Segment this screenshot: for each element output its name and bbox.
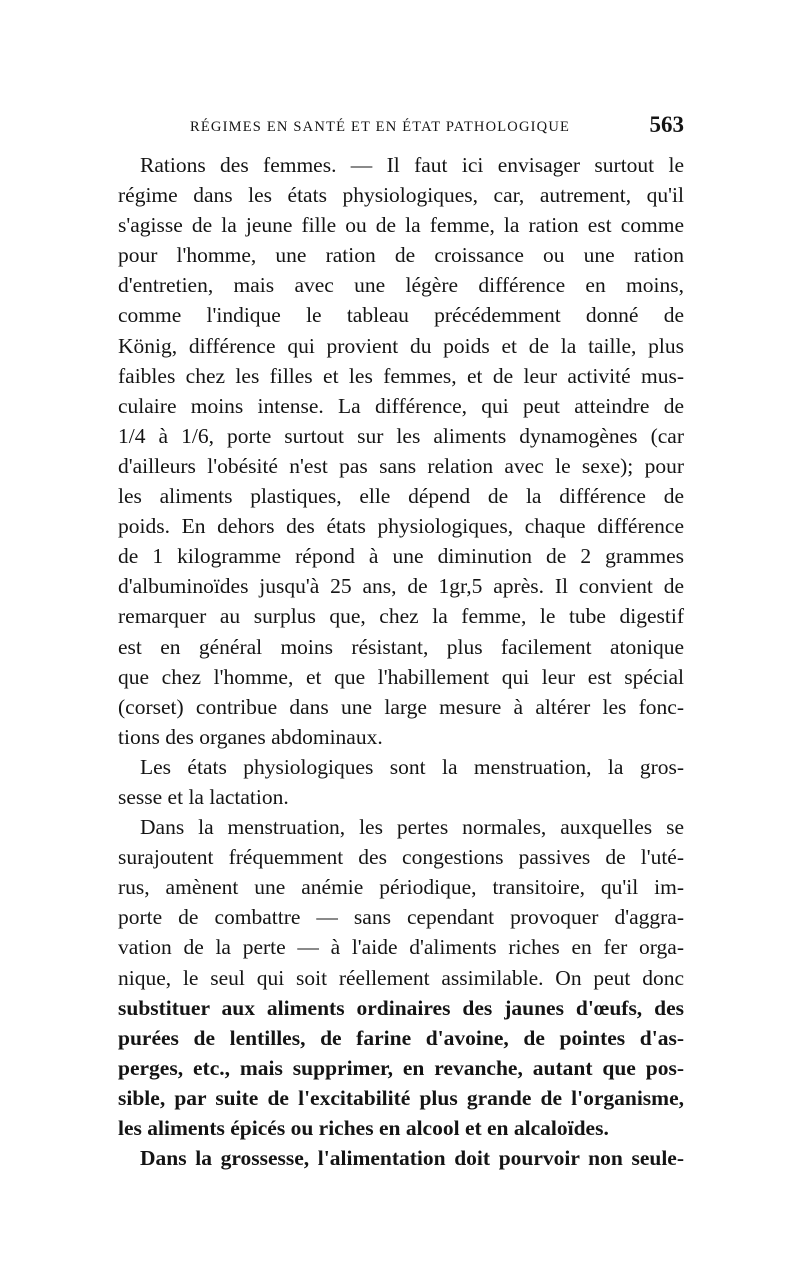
text-line: les aliments épicés ou riches en alcool et en alcaloïdes. [118, 1116, 609, 1140]
text-line: pour l'homme, une ration de croissance ou une ration [118, 243, 684, 268]
text-line: s'agisse de la jeune fille ou de la femme, la ration est comme [118, 213, 684, 238]
text-line: régime dans les états physiologiques, car, autrement, qu'il [118, 183, 684, 208]
text-line: faibles chez les filles et les femmes, et de leur activité mus- [118, 363, 684, 388]
text-line: est en général moins résistant, plus facilement atonique [118, 634, 684, 659]
text-line: les aliments plastiques, elle dépend de la différence de [118, 484, 684, 509]
text-line: Les états physiologiques sont la menstruation, la gros- [140, 754, 684, 779]
text-line: purées de lentilles, de farine d'avoine, de pointes d'as- [118, 1025, 684, 1050]
text-line: tions des organes abdominaux. [118, 724, 383, 749]
text-line: König, différence qui provient du poids et de la taille, plus [118, 333, 684, 358]
body-text [118, 150, 684, 1173]
running-head [118, 112, 684, 142]
text-line: rus, amènent une anémie périodique, transitoire, qu'il im- [118, 875, 684, 900]
text-line: remarquer au surplus que, chez la femme, le tube digestif [118, 604, 684, 629]
text-line: poids. En dehors des états physiologiques, chaque différence [118, 514, 684, 539]
text-line: substituer aux aliments ordinaires des jaunes d'œufs, des [118, 995, 684, 1020]
text-line: culaire moins intense. La différence, qui peut atteindre de [118, 393, 684, 418]
text-line: sible, par suite de l'excitabilité plus grande de l'organisme, [118, 1085, 684, 1110]
text-line: surajoutent fréquemment des congestions passives de l'uté- [118, 845, 684, 870]
page-number: 563 [649, 112, 684, 137]
text-line: sesse et la lactation. [118, 784, 289, 809]
text-line: nique, le seul qui soit réellement assimilable. On peut donc [118, 965, 684, 990]
text-line: porte de combattre — sans cependant provoquer d'aggra- [118, 905, 684, 930]
text-line: vation de la perte — à l'aide d'aliments riches en fer orga- [118, 935, 684, 960]
running-title: RÉGIMES EN SANTÉ ET EN ÉTAT PATHOLOGIQUE [190, 119, 571, 135]
text-line: que chez l'homme, et que l'habillement qui leur est spécial [118, 664, 684, 689]
text-line: d'entretien, mais avec une légère différence en moins, [118, 273, 684, 298]
text-line: comme l'indique le tableau précédemment donné de [118, 303, 684, 328]
text-line: Rations des femmes. — Il faut ici envisager surtout le [140, 153, 684, 177]
text-line: d'albuminoïdes jusqu'à 25 ans, de 1gr,5 après. Il convient de [118, 574, 684, 599]
text-line: de 1 kilogramme répond à une diminution de 2 grammes [118, 544, 684, 569]
text-line: Dans la menstruation, les pertes normales, auxquelles se [140, 815, 684, 840]
text-line: d'ailleurs l'obésité n'est pas sans relation avec le sexe); pour [118, 453, 684, 478]
text-line: (corset) contribue dans une large mesure à altérer les fonc- [118, 694, 684, 719]
text-line: 1/4 à 1/6, porte surtout sur les aliments dynamogènes (car [118, 423, 684, 448]
text-line: perges, etc., mais supprimer, en revanche, autant que pos- [118, 1055, 684, 1080]
text-line: Dans la grossesse, l'alimentation doit pourvoir non seule- [140, 1146, 684, 1171]
